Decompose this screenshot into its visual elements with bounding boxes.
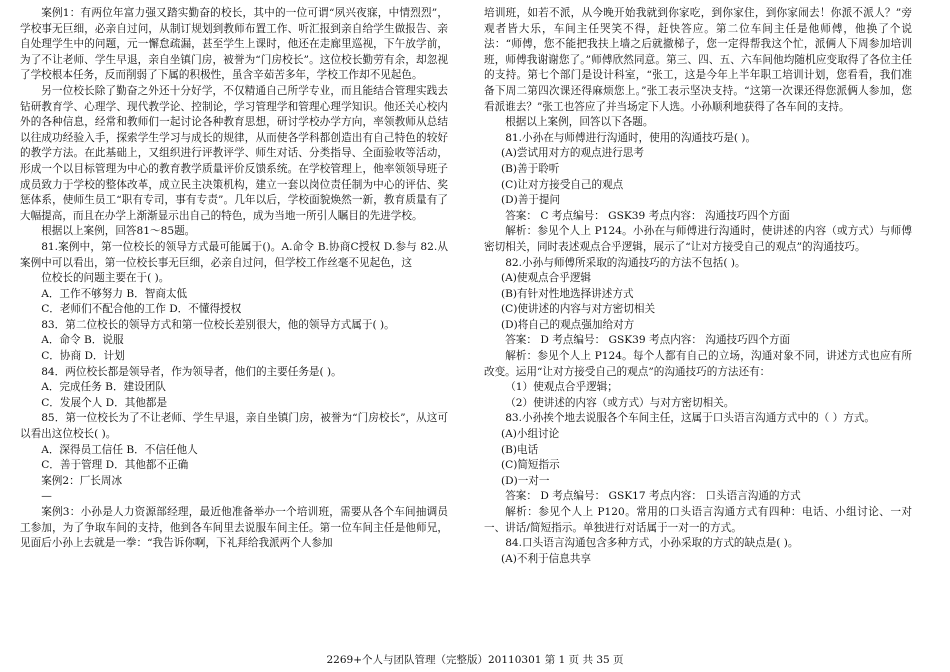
paragraph: A．工作不够努力 B．智商太低 <box>41 287 188 300</box>
paragraph: 案例3：小孙是人力资源部经理，最近他准备举办一个培训班，需要从各个车间抽调员工参加，为了争取车间的支持，他到各车间里去说服车间主任。第一位车间主任是他师兄，见面后小孙上去就是一拳：“我告诉你啊，下礼拜给我派两个人参加 <box>20 506 448 550</box>
paragraph: A．命令 B．说服 <box>41 334 124 347</box>
paragraph: 85．第一位校长为了不让老师、学生早退，亲自坐镇门房，被誉为“门房校长”，从这可以看出这位校长( )。 <box>20 412 448 441</box>
paragraph: C．发展个人 D．其他都是 <box>41 396 168 409</box>
paragraph: 解析：参见个人上 P120。常用的口头语言沟通方式有四种：电话、小组讨论、一对一、讲话/简短指示。单独进行对话属于一对一的方式。 <box>484 506 912 534</box>
paragraph: 答案： C 考点编号： GSK39 考点内容： 沟通技巧四个方面 <box>505 209 790 222</box>
right-column <box>484 6 912 567</box>
paragraph: 答案： D 考点编号： GSK17 考点内容： 口头语言沟通的方式 <box>505 490 801 503</box>
paragraph: 解析：参见个人上 P124。每个人都有自己的立场，沟通对象不同，讲述方式也应有所改变。运用“让对方接受自己的观点”的沟通技巧的方法还有： <box>484 350 912 378</box>
paragraph: C．老师们不配合他的工作 D．不懂得授权 <box>41 303 242 316</box>
paragraph: 81.案例中，第一位校长的领导方式最可能属于()。A.命令 B.协商C授权 D.参与 82.从案例中可以看出，第一位校长事无巨细，必亲自过问，但学校工作丝毫不见起色，这 <box>20 240 448 269</box>
paragraph: 位校长的问题主要在于( )。 <box>41 272 170 285</box>
paragraph: (A)小组讨论 <box>500 428 560 441</box>
paragraph: 81.小孙在与师傅进行沟通时，使用的沟通技巧是( )。 <box>505 131 757 144</box>
paragraph: 培训班，如若不派，从今晚开始我就到你家吃，到你家住，到你家闹去！你派不派人？”旁观者皆大乐，车间主任哭笑不得，赶快答应。第二位车间主任是他师傅，他换了个说法：“师傅，您不能把我扶上墙之后就撤梯子，您一定得帮我这个忙，派俩人下周参加培训班，师傅我谢谢您了。”师傅欣然同意。第三、四、五、六车间他均随机应变取得了各位主任的支持。第七个部门是设计科室，“张工，这是今年上半年职工培训计划，您看看，我们准备下周二第四次课还得麻烦您上。”张工表示坚决支持。“这第一次课还得您派俩人参加，您看派谁去？”张工也答应了并当场定下人选。小孙顺利地获得了各车间的支持。 <box>484 7 912 113</box>
paragraph: 根据以上案例，回答81～85题。 <box>41 225 196 238</box>
paragraph: （2）使讲述的内容（或方式）与对方密切相关。 <box>505 396 735 409</box>
paragraph: （1）使观点合乎逻辑； <box>505 381 618 394</box>
paragraph: 84.口头语言沟通包含多种方式，小孙采取的方式的缺点是( )。 <box>505 537 799 550</box>
paragraph: C．协商 D．计划 <box>41 350 125 363</box>
page-footer: 2269+个人与团队管理（完整版）20110301 第 1 页 共 35 页 <box>326 654 624 666</box>
paragraph: 案例2：厂长周冰 <box>41 474 123 487</box>
paragraph: (A)使观点合乎逻辑 <box>500 272 592 285</box>
paragraph: 另一位校长除了勤奋之外还十分好学，不仅精通自己所学专业，而且能结合管理实践去钻研教育学、心理学、现代教学论、控制论，学习管理学和管理心理学知识。他还关心校内外的各种信息，经常和教师们一起讨论各种教育思想，研讨学校办学方向，率领教师从总结以往成功经验入手，探索学生学习与成长的规律，从而使各学科都创造出有自己特色的较好的教学方法。在此基础上，又组织进行评教评学、师生对话、分类指导、全面验收等活动，形成一个以目标管理为中心的教育教学质量评价反馈系统。在学校管理上，他率领领导班子成员致力于学校的整体改革，成立民主决策机构，建立一套以岗位责任制为中心的评估、奖惩体系，使师生员工“职有专司，事有专责”。几年以后，学校面貌焕然一新，教育质量有了大幅提高，而且在办学上渐渐显示出自己的特色，成为当地一所引人瞩目的先进学校。 <box>20 84 448 222</box>
paragraph: 83．第二位校长的领导方式和第一位校长差别很大，他的领导方式属于( )。 <box>41 318 395 331</box>
paragraph: (D)一对一 <box>500 474 550 487</box>
paragraph: (C)简短指示 <box>500 459 560 472</box>
paragraph: C．善于管理 D．其他都不正确 <box>41 459 189 472</box>
paragraph: — <box>41 490 52 503</box>
paragraph: (D)善于提问 <box>500 194 561 207</box>
paragraph: A．深得员工信任 B．不信任他人 <box>41 443 198 456</box>
paragraph: (A)不利于信息共享 <box>500 552 592 565</box>
left-column <box>20 6 448 552</box>
paragraph: A．完成任务 B．建设团队 <box>41 381 166 394</box>
paragraph: 答案： D 考点编号： GSK39 考点内容： 沟通技巧四个方面 <box>505 334 791 347</box>
paragraph: 82.小孙与师傅所采取的沟通技巧的方法不包括( )。 <box>505 256 746 269</box>
paragraph: 84．两位校长都是领导者，作为领导者，他们的主要任务是( )。 <box>41 365 342 378</box>
paragraph: 案例1：有两位年富力强又踏实勤奋的校长，其中的一位可谓“夙兴夜寐，中情烈烈”，学校事无巨细，必亲自过问，从制订规划到教师布置工作、听汇报到亲自给学生做报告、亲自处理学生中的问题，元一懈怠疏漏，甚至学生上课时，他还在走廊里巡视，下午放学前，为了不让老师、学生早退，亲自坐镇门房，被誉为“门房校长”。这位校长勤劳有余，却忽视了学校根本任务，反而削弱了下属的积极性，虽含辛茹苦多年，学校工作却不见起色。 <box>20 7 448 82</box>
paragraph: (A)尝试用对方的观点进行思考 <box>500 147 644 160</box>
paragraph: 83.小孙挨个地去说服各个车间主任，这属于口头语言沟通方式中的（ ）方式。 <box>505 412 875 425</box>
paragraph: (D)将自己的观点强加给对方 <box>500 318 635 331</box>
paragraph: (C)让对方接受自己的观点 <box>500 178 624 191</box>
paragraph: (B)有针对性地选择讲述方式 <box>500 287 634 300</box>
paragraph: (B)电话 <box>500 443 539 456</box>
paragraph: (C)使讲述的内容与对方密切相关 <box>500 303 656 316</box>
paragraph: (B)善于聆听 <box>500 162 560 175</box>
paragraph: 解析：参见个人上 P124。小孙在与师傅进行沟通时，使讲述的内容（或方式）与师傅密切相关，同时表述观点合乎逻辑，展示了“让对方接受自己的观点”的沟通技巧。 <box>484 225 912 253</box>
paragraph: 根据以上案例，回答以下各题。 <box>505 116 654 129</box>
